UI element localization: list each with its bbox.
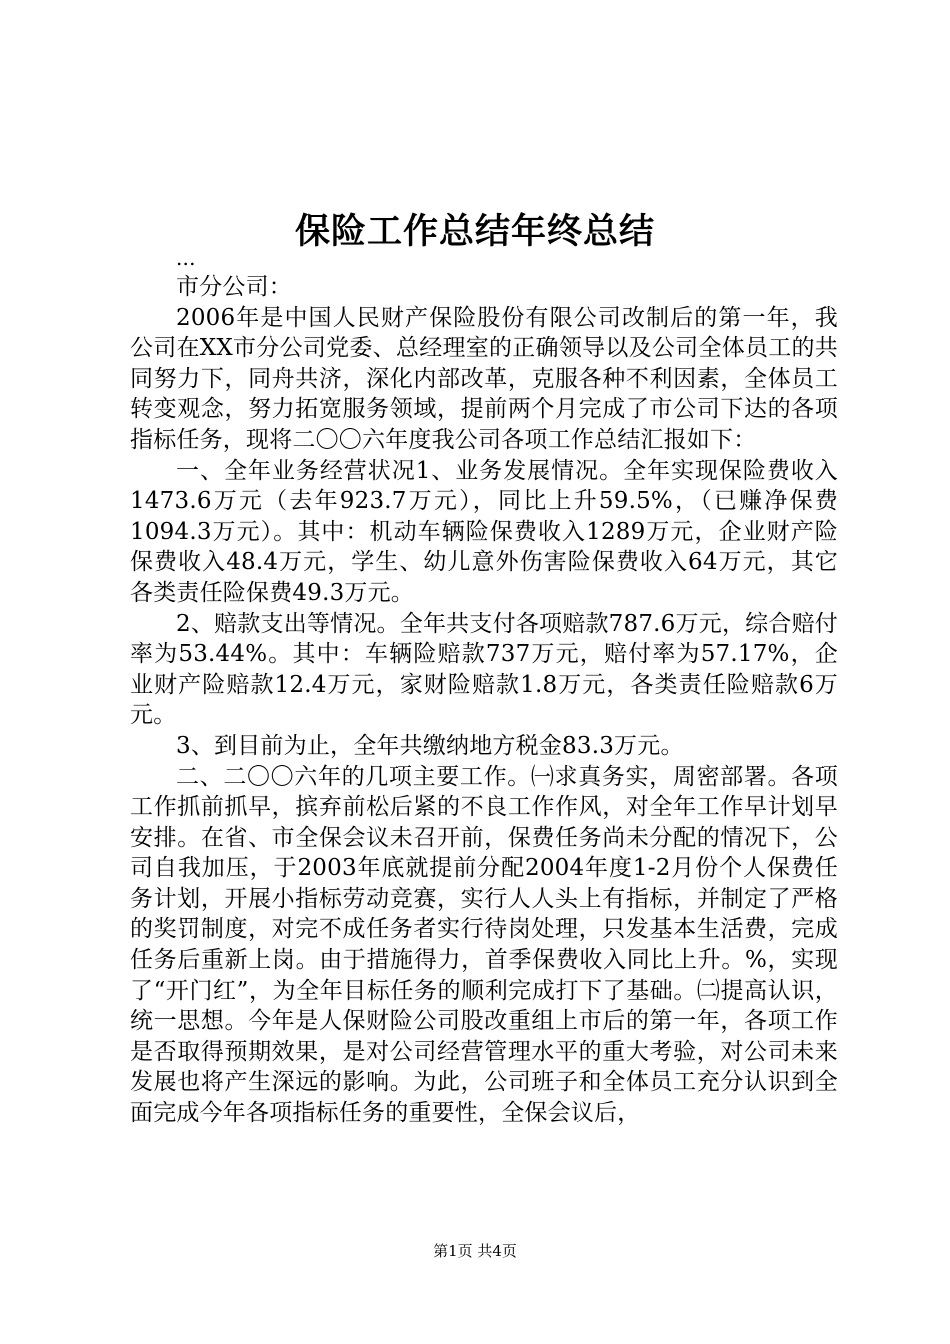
salutation: 市分公司： (176, 274, 292, 300)
paragraph-claims: 2、赔款支出等情况。全年共支付各项赔款787.6万元，综合赔付率为53.44%。其中：车辆险赔款737万元，赔付率为57.17%，企业财产险赔款12.4万元，家财险赔款1.8万元，各类责任险赔款6万元。 (130, 610, 838, 729)
page-number-footer: 第1页 共4页 (433, 1242, 517, 1260)
document-body (130, 248, 838, 1129)
ellipsis-text: ... (176, 246, 196, 270)
document-title: 保险工作总结年终总结 (294, 212, 655, 253)
paragraph-business-status: 一、全年业务经营状况1、业务发展情况。全年实现保险费收入1473.6万元（去年923.7万元），同比上升59.5%，（已赚净保费1094.3万元）。其中：机动车辆险保费收入1289万元，企业财产险保费收入48.4万元，学生、幼儿意外伤害险保费收入64万元，其它各类责任险保费49.3万元。 (130, 457, 838, 606)
paragraph-intro: 2006年是中国人民财产保险股份有限公司改制后的第一年，我公司在XX市分公司党委、总经理室的正确领导以及公司全体员工的共同努力下，同舟共济，深化内部改革，克服各种不利因素，全体员工转变观念，努力拓宽服务领域，提前两个月完成了市公司下达的各项指标任务，现将二〇〇六年度我公司各项工作总结汇报如下： (130, 304, 838, 453)
paragraph-main-work: 二、二〇〇六年的几项主要工作。㈠求真务实，周密部署。各项工作抓前抓早，摈弃前松后紧的不良工作作风，对全年工作早计划早安排。在省、市全保会议未召开前，保费任务尚未分配的情况下，公司自我加压，于2003年底就提前分配2004年度1-2月份个人保费任务计划，开展小指标劳动竞赛，实行人人头上有指标，并制定了严格的奖罚制度，对完不成任务者实行待岗处理，只发基本生活费，完成任务后重新上岗。由于措施得力，首季保费收入同比上升。%，实现了“开门红”，为全年目标任务的顺利完成打下了基础。㈡提高认识，统一思想。今年是人保财险公司股改重组上市后的第一年，各项工作是否取得预期效果，是对公司经营管理水平的重大考验，对公司未来发展也将产生深远的影响。为此，公司班子和全体员工充分认识到全面完成今年各项指标任务的重要性，全保会议后， (130, 763, 838, 1127)
paragraph-taxes: 3、到目前为止，全年共缴纳地方税金83.3万元。 (176, 732, 684, 759)
